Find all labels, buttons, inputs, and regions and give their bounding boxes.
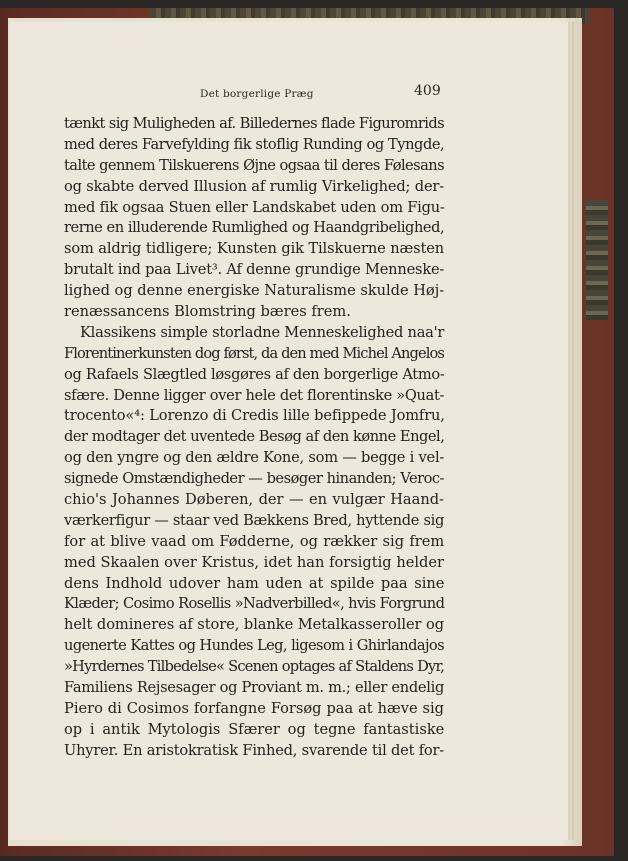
text-line: helt domineres af store, blanke Metalkasseroller og	[64, 616, 445, 634]
text-line: og skabte derved Illusion af rumlig Virkelighed; der-	[64, 177, 444, 195]
text-line: med deres Farvefylding fik stoflig Runding og Tyngde,	[64, 135, 445, 153]
text-line: chio's Johannes Døberen, der — en vulgær Haand-	[64, 491, 444, 509]
text-line: og den yngre og den ældre Kone, som — begge i vel-	[64, 449, 445, 467]
body-text	[64, 114, 444, 762]
text-line: ugenerte Kattes og Hundes Leg, ligesom i Ghirlandajos	[64, 637, 444, 655]
text-line: for at blive vaad om Fødderne, og rækker sig frem	[64, 532, 445, 550]
text-line: Familiens Rejsesager og Proviant m. m.; eller endelig	[64, 679, 444, 697]
book-cover-pattern-edge-right	[586, 200, 608, 320]
running-head: Det borgerlige Præg	[200, 88, 314, 100]
text-line: med fik ogsaa Stuen eller Landskabet uden om Figu-	[64, 198, 445, 216]
text-line: og Rafaels Slægtled løsgøres af den borgerlige Atmo-	[64, 365, 445, 383]
page-number: 409	[414, 83, 441, 99]
text-line: Florentinerkunsten dog først, da den med Michel Angelos	[64, 344, 444, 362]
text-line: der modtager det uventede Besøg af den kønne Engel,	[64, 428, 445, 446]
text-line: med Skaalen over Kristus, idet han forsigtig helder	[64, 553, 444, 571]
text-line: trocento«⁴: Lorenzo di Credis lille befippede Jomfru,	[64, 407, 445, 425]
text-line: rerne en illuderende Rumlighed og Haandgribelighed,	[64, 219, 445, 237]
text-line: Piero di Cosimos forfangne Forsøg paa at hæve sig	[64, 699, 444, 717]
text-line: talte gennem Tilskuerens Øjne ogsaa til deres Følesans	[64, 156, 444, 174]
text-line: dens Indhold udover ham uden at spilde paa sine	[64, 574, 445, 592]
text-line: lighed og denne energiske Naturalisme skulde Høj-	[64, 282, 445, 300]
text-line: renæssancens Blomstring bæres frem.	[64, 303, 351, 321]
text-line: Klæder; Cosimo Rosellis »Nadverbilled«, hvis Forgrund	[64, 595, 445, 613]
text-line: sfære. Denne ligger over hele det florentinske »Quat-	[64, 386, 445, 404]
text-line: signede Omstændigheder — besøger hinanden; Veroc-	[64, 470, 444, 488]
text-line: tænkt sig Muligheden af. Billedernes flade Figuromrids	[64, 115, 444, 132]
text-line: op i antik Mytologis Sfærer og tegne fantastiske	[64, 720, 445, 738]
text-line: Uhyrer. En aristokratisk Finhed, svarende til det for-	[64, 741, 444, 759]
text-line: brutalt ind paa Livet³. Af denne grundige Menneske-	[64, 261, 445, 279]
text-line: Klassikens simple storladne Menneskelighed naa'r	[80, 323, 445, 341]
text-line: »Hyrdernes Tilbedelse« Scenen optages af Staldens Dyr,	[64, 658, 444, 676]
text-line: værkerfigur — staar ved Bækkens Bred, hyttende sig	[64, 511, 445, 529]
text-line: som aldrig tidligere; Kunsten gik Tilskuerne næsten	[64, 240, 444, 258]
